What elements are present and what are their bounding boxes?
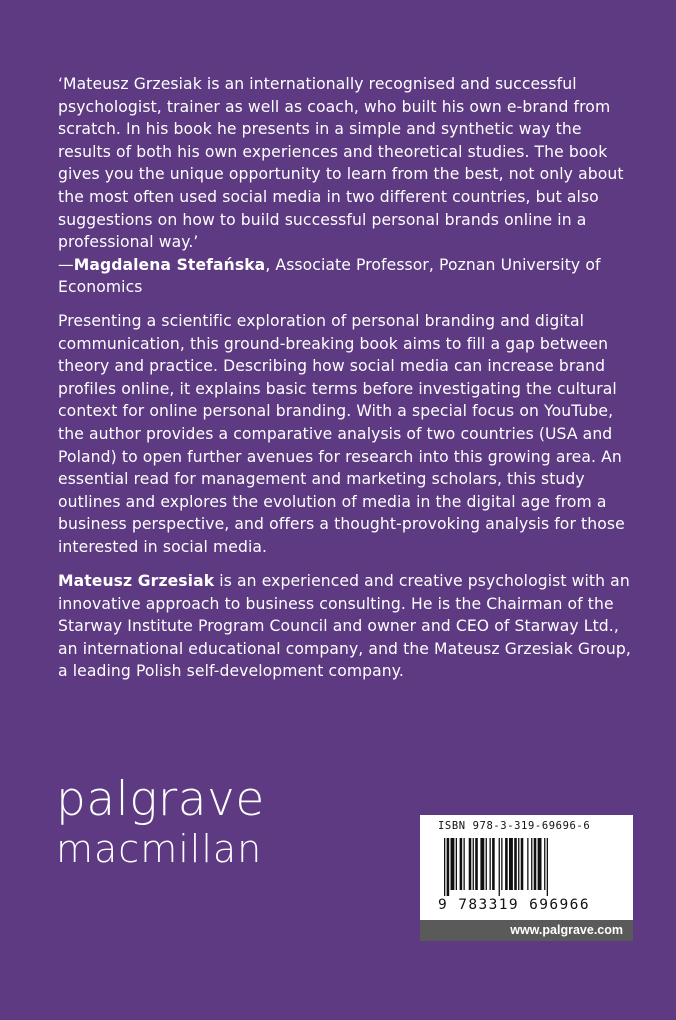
barcode-bar — [469, 838, 472, 890]
attribution-dash: — — [58, 255, 74, 274]
publisher-logo — [56, 773, 265, 871]
publisher-url: www.palgrave.com — [420, 920, 633, 941]
author-name: Mateusz Grzesiak — [58, 572, 215, 590]
publisher-logo-line2: macmillan — [56, 827, 263, 871]
barcode-bar — [527, 838, 528, 890]
barcode-bar — [451, 838, 455, 890]
barcode-bar — [521, 838, 524, 890]
isbn-digits: 9 783319 696966 — [438, 897, 590, 913]
barcode-bar — [544, 838, 545, 890]
barcode-bar — [475, 838, 478, 890]
barcode-bar — [447, 838, 450, 896]
barcode-bar — [464, 838, 465, 890]
barcode-bar — [531, 838, 532, 890]
barcode-bar — [444, 838, 445, 896]
barcode-bar — [492, 838, 495, 890]
quote-attribution — [58, 254, 638, 299]
barcode-bar — [514, 838, 517, 890]
description-text: Presenting a scientific exploration of personal branding and digital communication, this ground-breaking book aims to fill a gap between theory and practice. Describing how social media can increase brand profiles online, it explains basic terms before investigating the cultural context for online personal branding. With a special focus on YouTube, the author provides a comparative analysis of two countries (USA and Poland) to open further avenues for research into this growing area. An essential read for management and marketing scholars, this study outlines and explores the evolution of media in the digital age from a business perspective, and offers a thought-provoking analysis for those interested in social media. — [58, 312, 625, 556]
barcode-bar — [456, 838, 457, 890]
barcode-bar — [534, 838, 537, 890]
book-description — [58, 310, 638, 559]
barcode-bar — [501, 838, 502, 890]
barcode-bar — [480, 838, 484, 890]
barcode-bar — [473, 838, 474, 890]
attribution-role: , Associate Professor, Poznan University of Economics — [58, 255, 601, 297]
barcode-icon — [444, 838, 612, 896]
isbn-label: ISBN 978-3-319-69696-6 — [438, 820, 591, 832]
barcode-bar — [509, 838, 513, 890]
barcode-bar — [547, 838, 548, 896]
bio-paragraph — [58, 570, 638, 683]
barcode-bar — [538, 838, 542, 890]
publisher-logo-line1: palgrave — [56, 772, 265, 827]
barcode-bar — [518, 838, 519, 890]
barcode-bar — [486, 838, 487, 890]
barcode-bar — [490, 838, 491, 890]
barcode-bar — [499, 838, 500, 896]
isbn-barcode — [420, 815, 633, 920]
endorsement-quote — [58, 73, 638, 299]
barcode-bar — [460, 838, 463, 890]
quote-text: ‘Mateusz Grzesiak is an internationally recognised and successful psychologist, trainer as well as coach, who built his own e-brand from scratch. In his book he presents in a simple and synthetic way the results of both his own experiences and theoretical studies. The book gives you the unique opportunity to learn from the best, not only about the most often used social media in two different countries, but also suggestions on how to build successful personal brands online in a professional way.’ — [58, 75, 624, 252]
barcode-bar — [505, 838, 508, 890]
attribution-name: Magdalena Stefańska — [73, 255, 266, 274]
bio-text: is an experienced and creative psychologist with an innovative approach to business consulting. He is the Chairman of the Starway Institute Program Council and owner and CEO of Starway Ltd., an international educational company, and the Mateusz Grzesiak Group, a leading Polish self-development company. — [58, 572, 631, 681]
author-bio — [58, 570, 638, 683]
